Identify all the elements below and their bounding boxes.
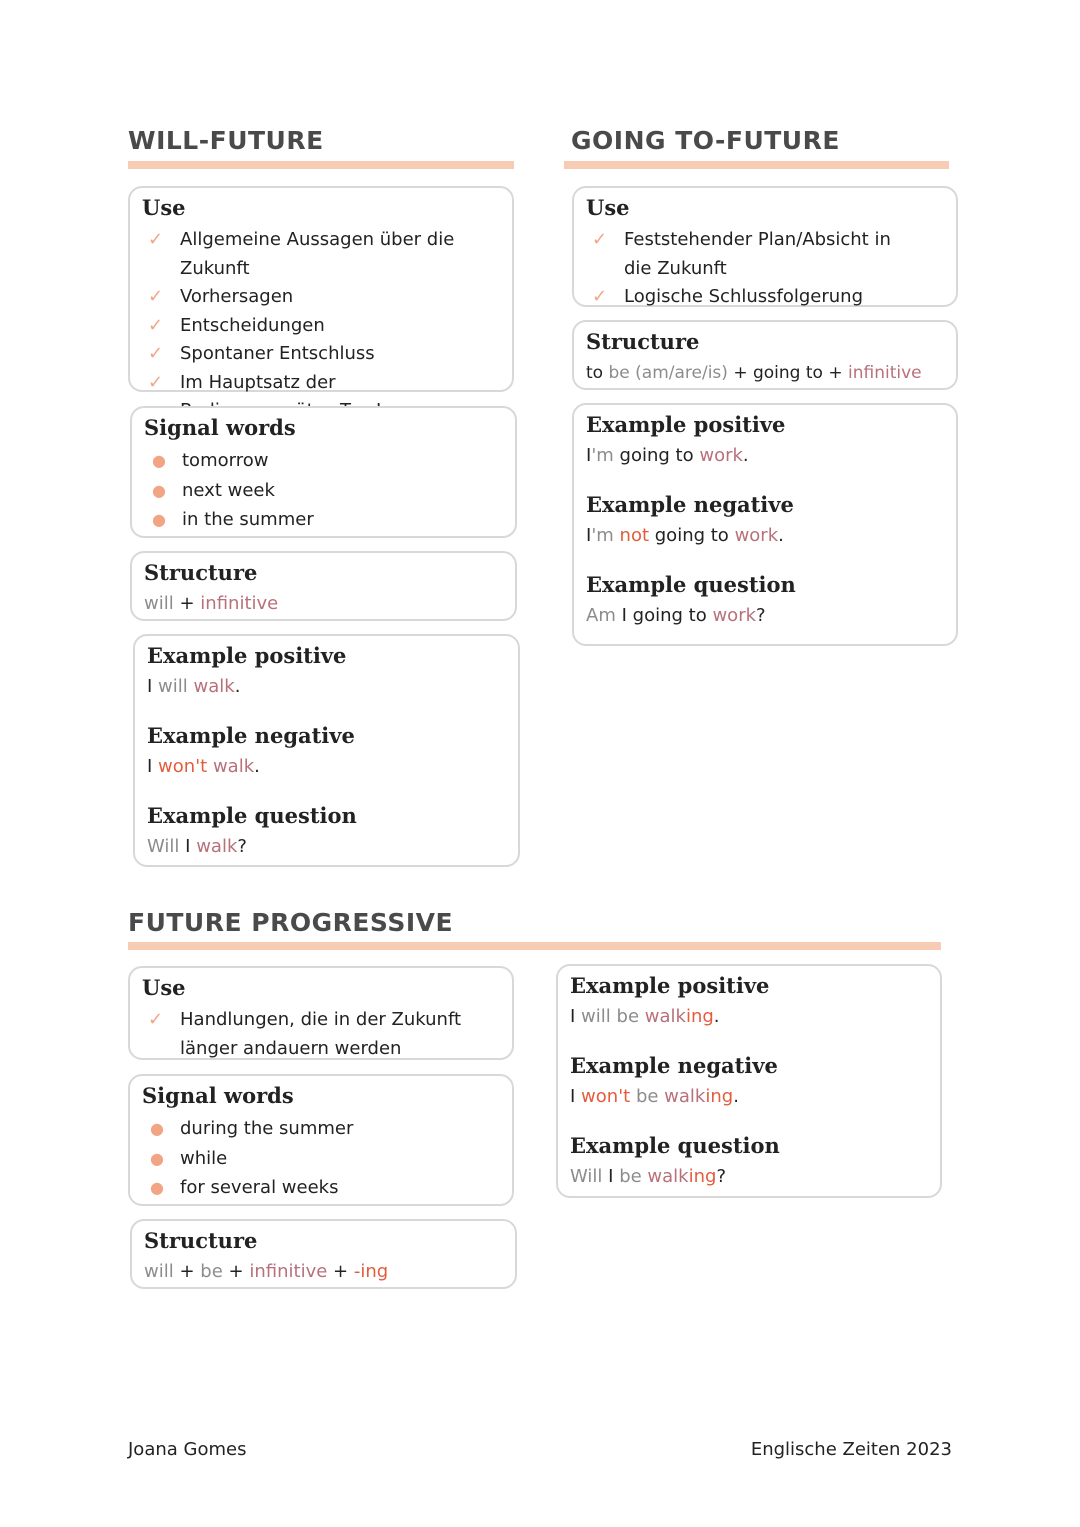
going-use-list xyxy=(586,226,944,312)
will-use-title: Use xyxy=(142,195,186,220)
will-structure-card xyxy=(130,551,517,621)
prog-signal-card xyxy=(128,1074,514,1206)
future-progressive-underline xyxy=(128,942,941,950)
will-future-underline xyxy=(128,161,514,169)
bullet-icon: ● xyxy=(152,510,166,529)
prog-signal-title: Signal words xyxy=(142,1083,294,1108)
going-example-negative: Example negative I'm not going to work. xyxy=(586,492,794,546)
going-example-question: Example question Am I going to work? xyxy=(586,572,796,626)
bullet-icon: ● xyxy=(152,480,166,500)
prog-example-positive: Example positive I will be walking. xyxy=(570,973,770,1027)
list-item: ✓ Spontaner Entschluss xyxy=(142,340,500,369)
bullet-icon: ● xyxy=(152,451,166,470)
list-item: ✓ Entscheidungen xyxy=(142,312,500,341)
prog-structure-formula: will + be + infinitive + -ing xyxy=(144,1261,389,1282)
prog-structure-card xyxy=(130,1219,517,1289)
will-use-card xyxy=(128,186,514,392)
will-signal-title: Signal words xyxy=(144,415,296,440)
list-item: ● while xyxy=(142,1144,500,1174)
list-item: ✓ Handlungen, die in der Zukunft länger andauern werden xyxy=(142,1006,500,1063)
check-icon: ✓ xyxy=(148,1009,164,1030)
list-item: ✓ Allgemeine Aussagen über die Zukunft xyxy=(142,226,500,283)
check-icon: ✓ xyxy=(592,286,608,307)
list-item: ✓ Vorhersagen xyxy=(142,283,500,312)
list-item: ✓ Feststehender Plan/Absicht in die Zukunft xyxy=(586,226,944,283)
will-example-negative: Example negative I won't walk. xyxy=(147,723,355,777)
bullet-icon: ● xyxy=(150,1148,164,1168)
check-icon: ✓ xyxy=(148,314,164,336)
footer-doc-title: Englische Zeiten 2023 xyxy=(750,1439,952,1460)
list-item: ● next week xyxy=(144,476,503,506)
bullet-icon: ● xyxy=(150,1178,164,1197)
going-structure-title: Structure xyxy=(586,329,700,354)
prog-examples-card xyxy=(556,964,942,1198)
check-icon: ✓ xyxy=(148,229,164,250)
going-examples-card xyxy=(572,403,958,646)
going-structure-card xyxy=(572,320,958,390)
will-signal-list xyxy=(144,446,503,535)
will-use-list xyxy=(142,226,500,426)
will-examples-card xyxy=(133,634,520,867)
bullet-icon: ● xyxy=(150,1119,164,1138)
will-signal-card xyxy=(130,406,517,538)
going-to-underline xyxy=(564,161,949,169)
going-use-card xyxy=(572,186,958,307)
going-example-positive: Example positive I'm going to work. xyxy=(586,412,786,466)
prog-use-card xyxy=(128,966,514,1060)
check-icon: ✓ xyxy=(148,286,164,307)
will-future-title: WILL-FUTURE xyxy=(128,126,324,155)
prog-example-negative: Example negative I won't be walking. xyxy=(570,1053,778,1107)
prog-structure-title: Structure xyxy=(144,1228,258,1253)
list-item: ● tomorrow xyxy=(144,446,503,476)
list-item: ● in the summer xyxy=(144,505,503,535)
list-item: ● for several weeks xyxy=(142,1173,500,1203)
prog-use-title: Use xyxy=(142,975,186,1000)
going-structure-formula: to be (am/are/is) + going to + infinitive xyxy=(586,363,922,383)
will-structure-title: Structure xyxy=(144,560,258,585)
prog-example-question: Example question Will I be walking? xyxy=(570,1133,780,1187)
going-to-title: GOING TO-FUTURE xyxy=(571,126,840,155)
list-item: ✓ Logische Schlussfolgerung xyxy=(586,283,944,312)
will-structure-formula: will + infinitive xyxy=(144,593,279,614)
prog-use-list xyxy=(142,1006,500,1063)
check-icon: ✓ xyxy=(148,371,164,393)
will-example-question: Example question Will I walk? xyxy=(147,803,357,857)
check-icon: ✓ xyxy=(148,343,164,364)
check-icon: ✓ xyxy=(592,229,608,250)
future-progressive-title: FUTURE PROGRESSIVE xyxy=(128,908,454,937)
prog-signal-list xyxy=(142,1114,500,1203)
will-example-positive: Example positive I will walk. xyxy=(147,643,347,697)
going-use-title: Use xyxy=(586,195,630,220)
list-item: ● during the summer xyxy=(142,1114,500,1144)
list-item: ✓ Im Hauptsatz der xyxy=(142,369,500,426)
footer-author: Joana Gomes xyxy=(128,1439,247,1460)
